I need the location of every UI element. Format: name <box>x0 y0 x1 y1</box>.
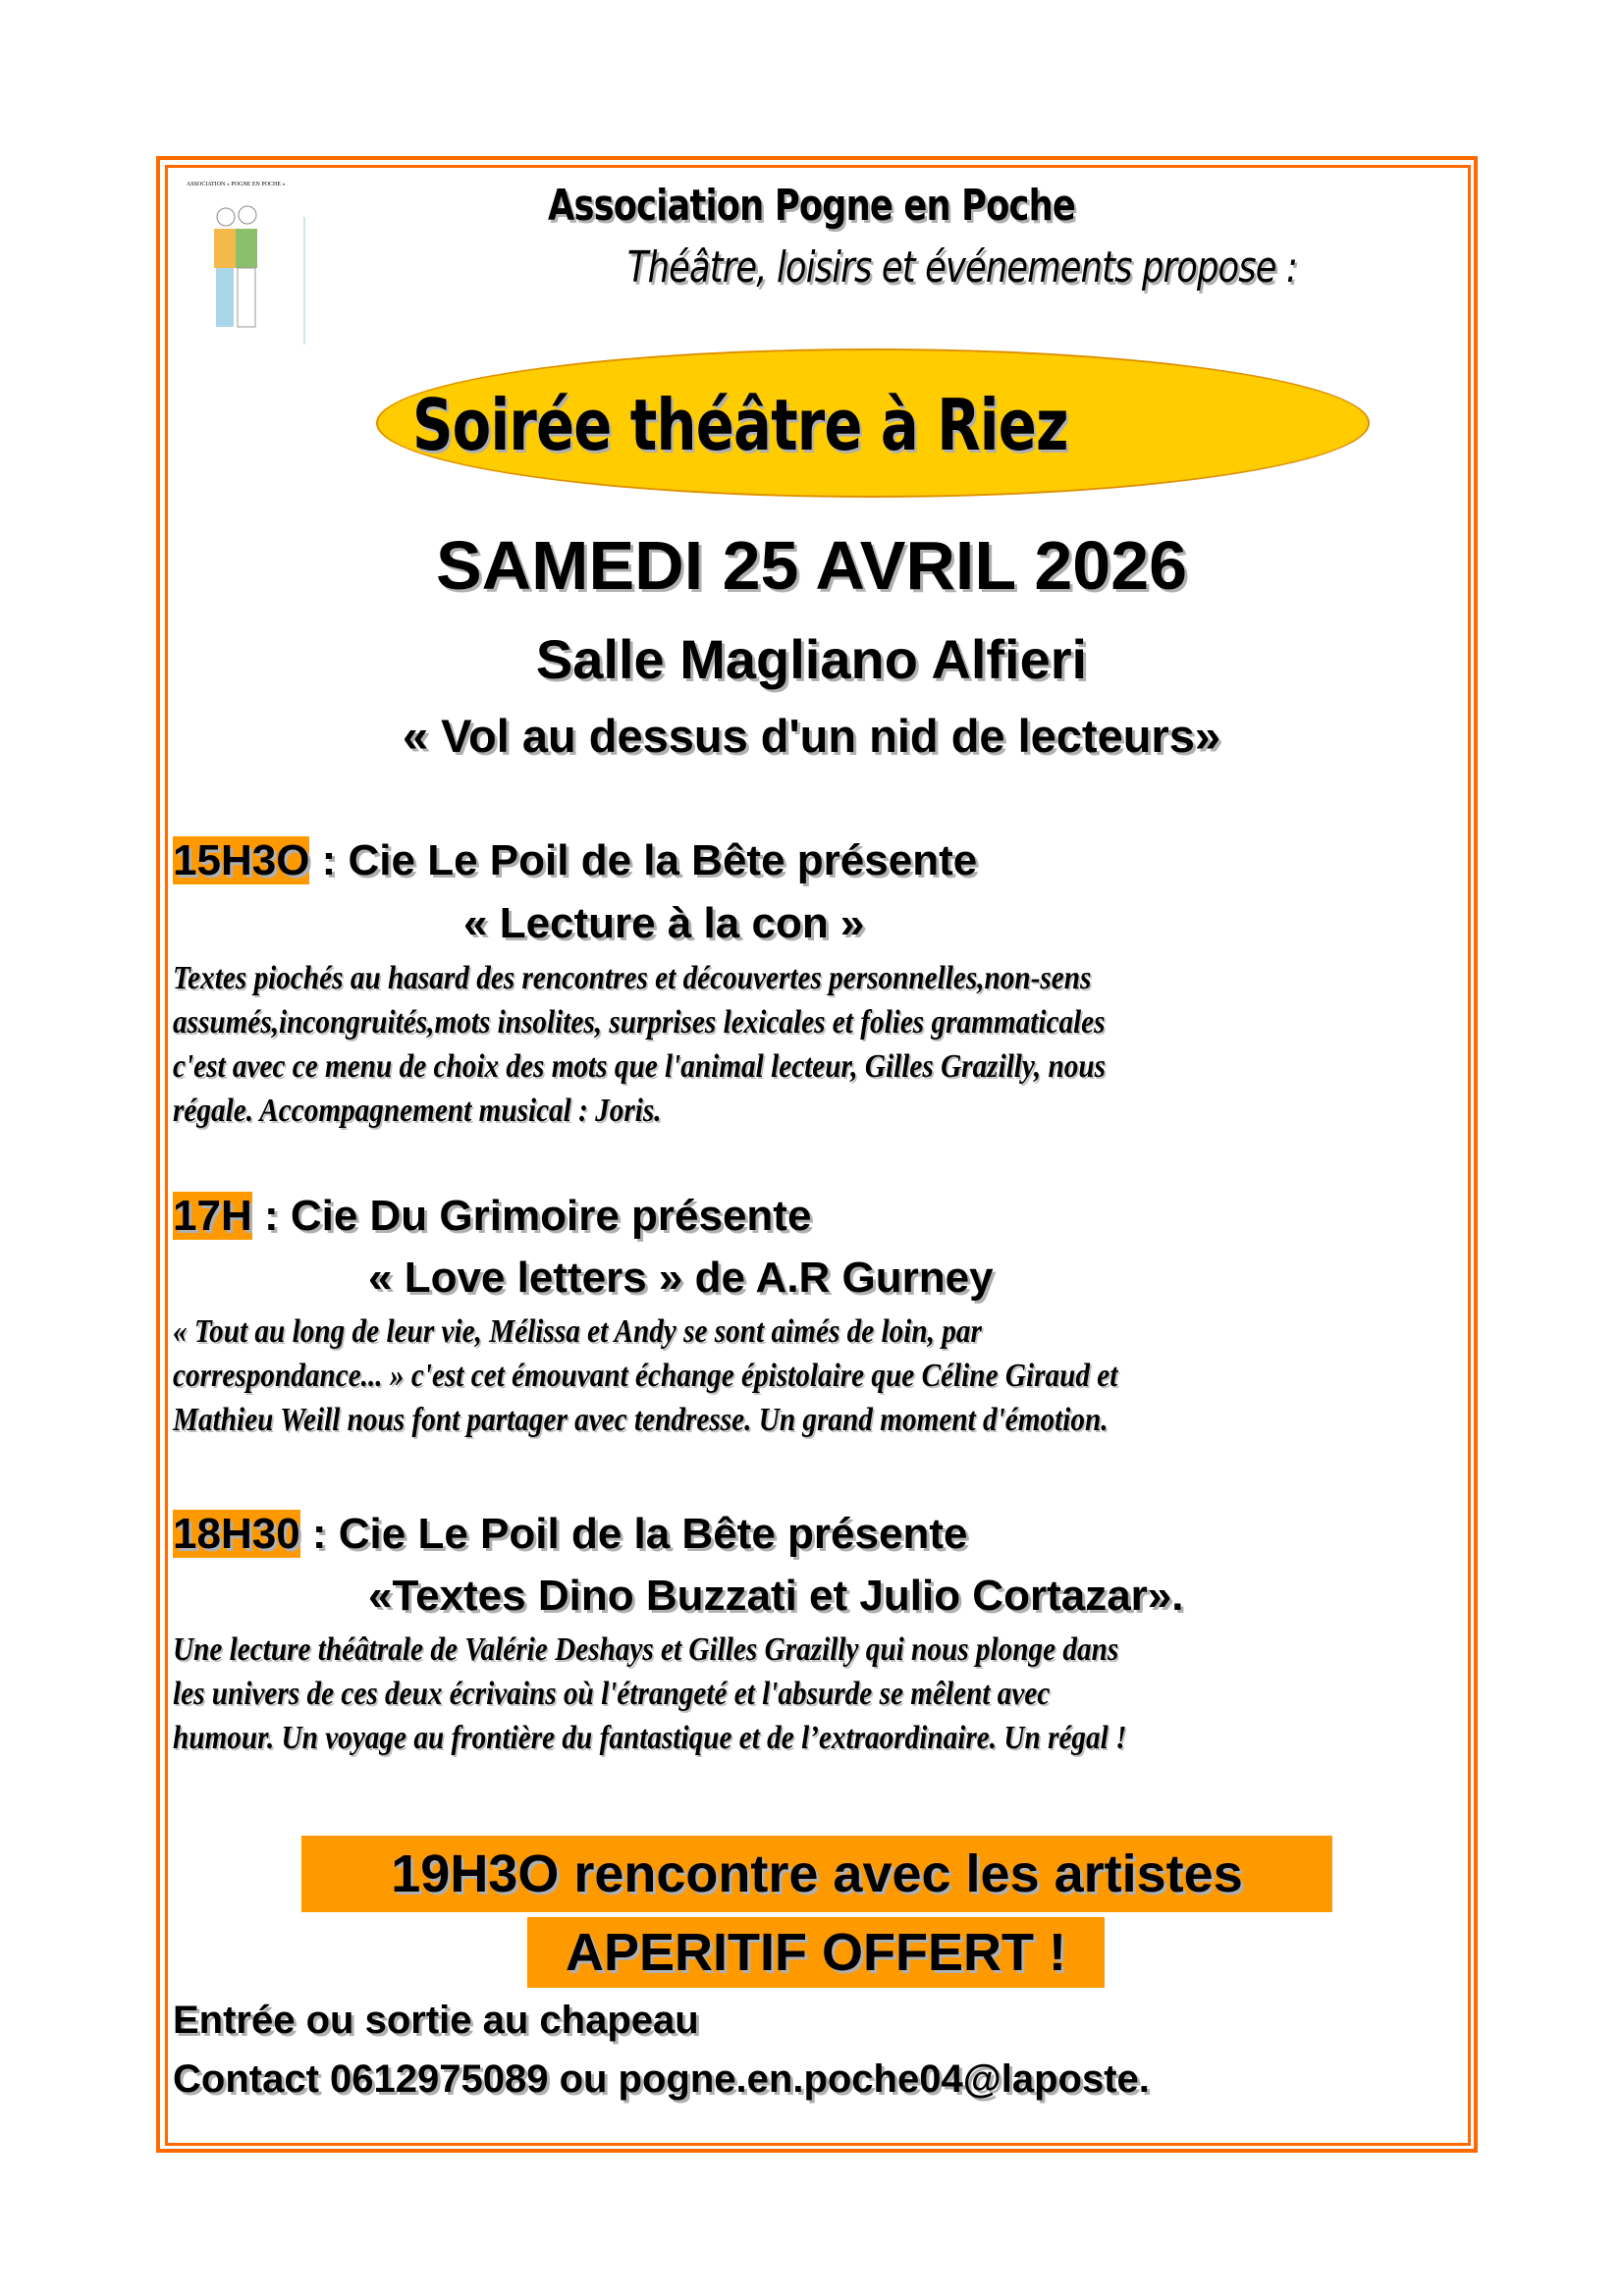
program-heading-1 <box>173 829 977 892</box>
event-title: « Vol au dessus d'un nid de lecteurs» <box>402 710 1221 762</box>
association-name: Association Pogne en Poche <box>548 181 1075 231</box>
entry-info: Entrée ou sortie au chapeau <box>173 1999 699 2042</box>
description-line: Une lecture théâtrale de Valérie Deshays et Gilles Grazilly qui nous plonge dans <box>173 1631 1119 1668</box>
description-line: correspondance... » c'est cet émouvant échange épistolaire que Céline Giraud et <box>173 1358 1118 1394</box>
description-line: assumés,incongruités,mots insolites, surprises lexicales et folies grammaticales <box>173 1004 1106 1041</box>
logo-caption: ASSOCIATION « POGNE EN POCHE » <box>187 182 286 187</box>
description-line: Mathieu Weill nous font partager avec tendresse. Un grand moment d'émotion. <box>173 1402 1109 1438</box>
description-line: humour. Un voyage au frontière du fantastique et de l’extraordinaire. Un régal ! <box>173 1720 1127 1756</box>
program-heading-2 <box>173 1185 811 1248</box>
company-text: : Cie Le Poil de la Bête présente <box>299 1510 968 1558</box>
description-line: c'est avec ce menu de choix des mots que l'animal lecteur, Gilles Grazilly, nous <box>173 1048 1106 1085</box>
description-line: les univers de ces deux écrivains où l'étrangeté et l'absurde se mêlent avec <box>173 1676 1051 1712</box>
meeting-banner: 19H3O rencontre avec les artistes <box>301 1836 1332 1912</box>
company-text: : Cie Du Grimoire présente <box>251 1192 812 1240</box>
contact-info: Contact 0612975089 ou pogne.en.poche04@laposte. <box>173 2057 1150 2101</box>
description-line: Textes piochés au hasard des rencontres et découvertes personnelles,non-sens <box>173 960 1092 996</box>
show-title-1: « Lecture à la con » <box>463 899 865 947</box>
description-line: régale. Accompagnement musical : Joris. <box>173 1093 662 1129</box>
event-venue: Salle Magliano Alfieri <box>535 628 1088 690</box>
company-text: : Cie Le Poil de la Bête présente <box>309 836 978 884</box>
time-badge: 15H3O <box>173 836 310 884</box>
show-title-3: «Textes Dino Buzzati et Julio Cortazar». <box>368 1572 1184 1620</box>
show-title-2: « Love letters » de A.R Gurney <box>368 1254 994 1302</box>
description-line: « Tout au long de leur vie, Mélissa et Andy se sont aimés de loin, par <box>173 1313 982 1350</box>
banner-title: Soirée théâtre à Riez <box>412 384 1068 466</box>
program-heading-3 <box>173 1503 967 1566</box>
aperitif-banner: APERITIF OFFERT ! <box>527 1917 1105 1988</box>
association-tagline: Théâtre, loisirs et événements propose : <box>626 242 1298 293</box>
event-date: SAMEDI 25 AVRIL 2026 <box>435 527 1188 604</box>
time-badge: 17H <box>173 1192 252 1240</box>
time-badge: 18H30 <box>173 1510 300 1558</box>
